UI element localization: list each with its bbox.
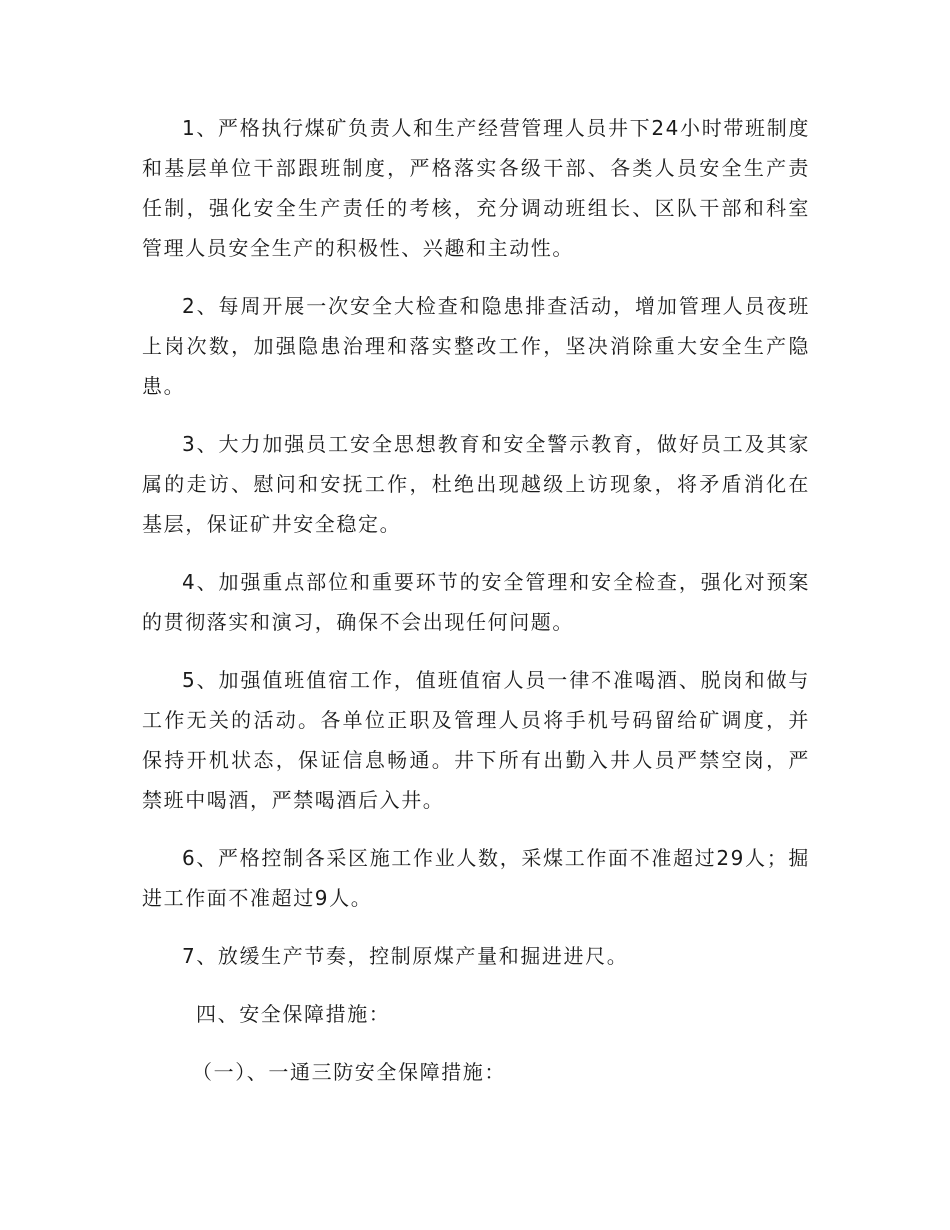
paragraph-3: 3、大力加强员工安全思想教育和安全警示教育，做好员工及其家属的走访、慰问和安抚工作，杜绝出现越级上访现象，将矛盾消化在基层，保证矿井安全稳定。 bbox=[142, 432, 810, 536]
paragraph-6: 6、严格控制各采区施工作业人数，采煤工作面不准超过29人；掘进工作面不准超过9人。 bbox=[142, 846, 810, 910]
paragraph-4: 4、加强重点部位和重要环节的安全管理和安全检查，强化对预案的贯彻落实和演习，确保不会出现任何问题。 bbox=[142, 570, 810, 634]
paragraph-1: 1、严格执行煤矿负责人和生产经营管理人员井下24小时带班制度和基层单位干部跟班制度，严格落实各级干部、各类人员安全生产责任制，强化安全生产责任的考核，充分调动班组长、区队干部和科室管理人员安全生产的积极性、兴趣和主动性。 bbox=[142, 116, 810, 260]
subsection-heading: （一）、一通三防安全保障措施： bbox=[192, 1060, 506, 1084]
paragraph-7: 7、放缓生产节奏，控制原煤产量和掘进进尺。 bbox=[182, 944, 629, 968]
section-heading: 四、安全保障措施： bbox=[196, 1002, 391, 1026]
paragraph-2: 2、每周开展一次安全大检查和隐患排查活动，增加管理人员夜班上岗次数，加强隐患治理和落实整改工作，坚决消除重大安全生产隐患。 bbox=[142, 294, 810, 398]
document-body bbox=[142, 108, 810, 1110]
paragraph-5: 5、加强值班值宿工作，值班值宿人员一律不准喝酒、脱岗和做与工作无关的活动。各单位正职及管理人员将手机号码留给矿调度，并保持开机状态，保证信息畅通。井下所有出勤入井人员严禁空岗，严禁班中喝酒，严禁喝酒后入井。 bbox=[142, 668, 810, 812]
